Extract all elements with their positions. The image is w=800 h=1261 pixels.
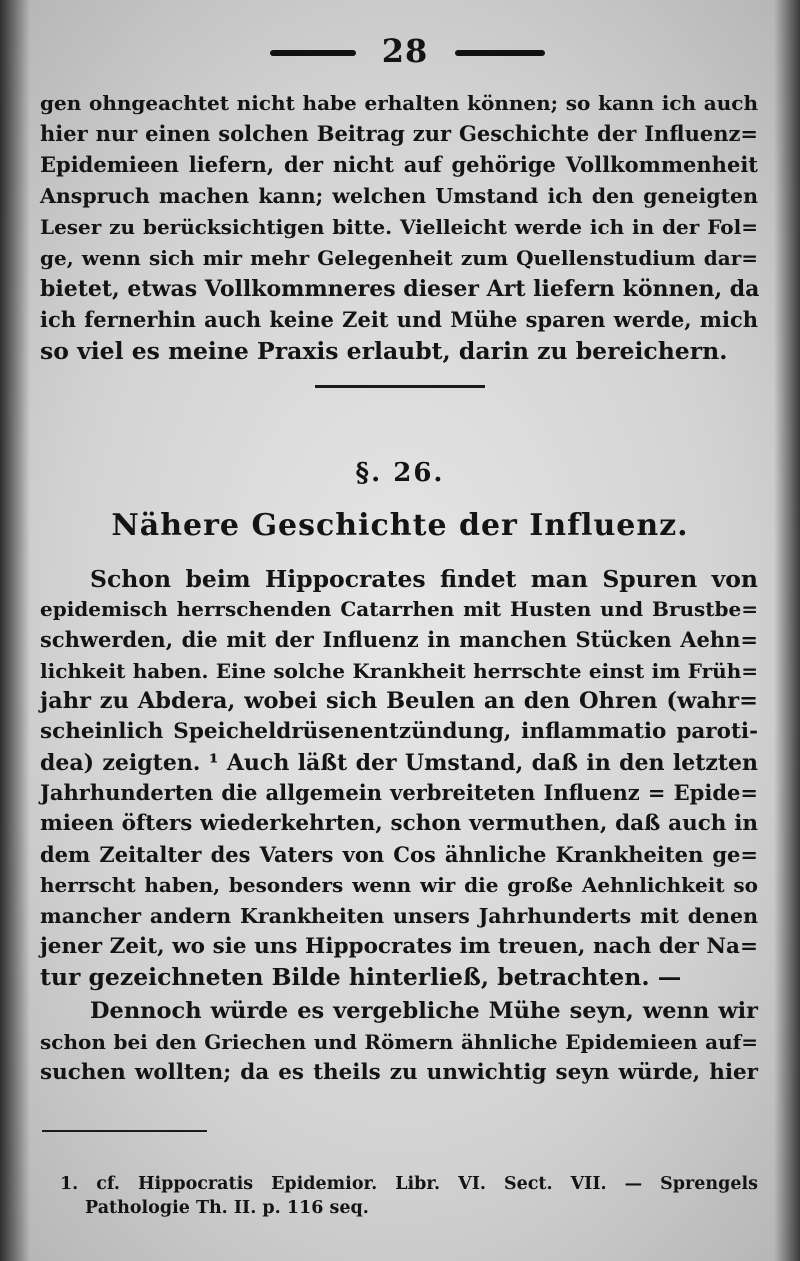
text-line: jahr zu Abdera, wobei sich Beulen an den Ohren (wahr= xyxy=(40,688,758,714)
text-line: Schon beim Hippocrates findet man Spuren von xyxy=(90,565,758,593)
header-rule-left xyxy=(270,50,356,56)
page-shadow-left xyxy=(0,0,30,1261)
text-line: mieen öfters wiederkehrten, schon vermuthen, daß auch in xyxy=(40,811,758,836)
text-line: jener Zeit, wo sie uns Hippocrates im treuen, nach der Na= xyxy=(40,934,758,959)
footnote-line: Pathologie Th. II. p. 116 seq. xyxy=(85,1198,369,1218)
text-line: mancher andern Krankheiten unsers Jahrhunderts mit denen xyxy=(40,904,758,928)
text-line: Dennoch würde es vergebliche Mühe seyn, wenn wir xyxy=(90,998,758,1024)
text-line: Jahrhunderten die allgemein verbreiteten Influenz = Epide= xyxy=(40,780,758,805)
text-line: so viel es meine Praxis erlaubt, darin zu bereichern. xyxy=(40,337,728,365)
text-line: bietet, etwas Vollkommneres dieser Art liefern können, da xyxy=(40,276,760,302)
text-line: ge, wenn sich mir mehr Gelegenheit zum Quellenstudium dar= xyxy=(40,246,758,270)
page-number: 28 xyxy=(381,32,429,70)
text-line: ich fernerhin auch keine Zeit und Mühe sparen werde, mich xyxy=(40,307,758,332)
text-line: herrscht haben, besonders wenn wir die große Aehnlichkeit so xyxy=(40,873,758,897)
text-line: tur gezeichneten Bilde hinterließ, betrachten. — xyxy=(40,963,682,991)
section-title: Nähere Geschichte der Influenz. xyxy=(111,508,689,543)
section-number: §. 26. xyxy=(355,458,445,488)
text-line: dem Zeitalter des Vaters von Cos ähnliche Krankheiten ge= xyxy=(40,842,758,867)
text-line: hier nur einen solchen Beitrag zur Geschichte der Influenz= xyxy=(40,121,758,146)
header-rule-right xyxy=(455,50,545,56)
page-header xyxy=(0,30,800,76)
text-line: epidemisch herrschenden Catarrhen mit Husten und Brustbe= xyxy=(40,597,758,621)
text-line: suchen wollten; da es theils zu unwichtig seyn würde, hier xyxy=(40,1060,758,1085)
text-line: Anspruch machen kann; welchen Umstand ich den geneigten xyxy=(40,184,758,208)
text-line: Epidemieen liefern, der nicht auf gehörige Vollkommenheit xyxy=(40,152,758,177)
text-line: gen ohngeachtet nicht habe erhalten können; so kann ich auch xyxy=(40,91,758,115)
text-line: schwerden, die mit der Influenz in manchen Stücken Aehn= xyxy=(40,627,758,652)
text-line: dea) zeigten. ¹ Auch läßt der Umstand, daß in den letzten xyxy=(40,750,758,776)
text-line: lichkeit haben. Eine solche Krankheit herrschte einst im Früh= xyxy=(40,659,758,683)
footnote-rule xyxy=(42,1130,207,1132)
footnote-line: 1. cf. Hippocratis Epidemior. Libr. VI. Sect. VII. — Sprengels xyxy=(60,1174,758,1194)
text-line: Leser zu berücksichtigen bitte. Vielleicht werde ich in der Fol= xyxy=(40,215,758,239)
text-line: scheinlich Speicheldrüsenentzündung, inflammatio paroti- xyxy=(40,719,758,744)
text-line: schon bei den Griechen und Römern ähnliche Epidemieen auf= xyxy=(40,1030,758,1054)
page-shadow-right xyxy=(774,0,800,1261)
section-divider xyxy=(315,385,485,388)
